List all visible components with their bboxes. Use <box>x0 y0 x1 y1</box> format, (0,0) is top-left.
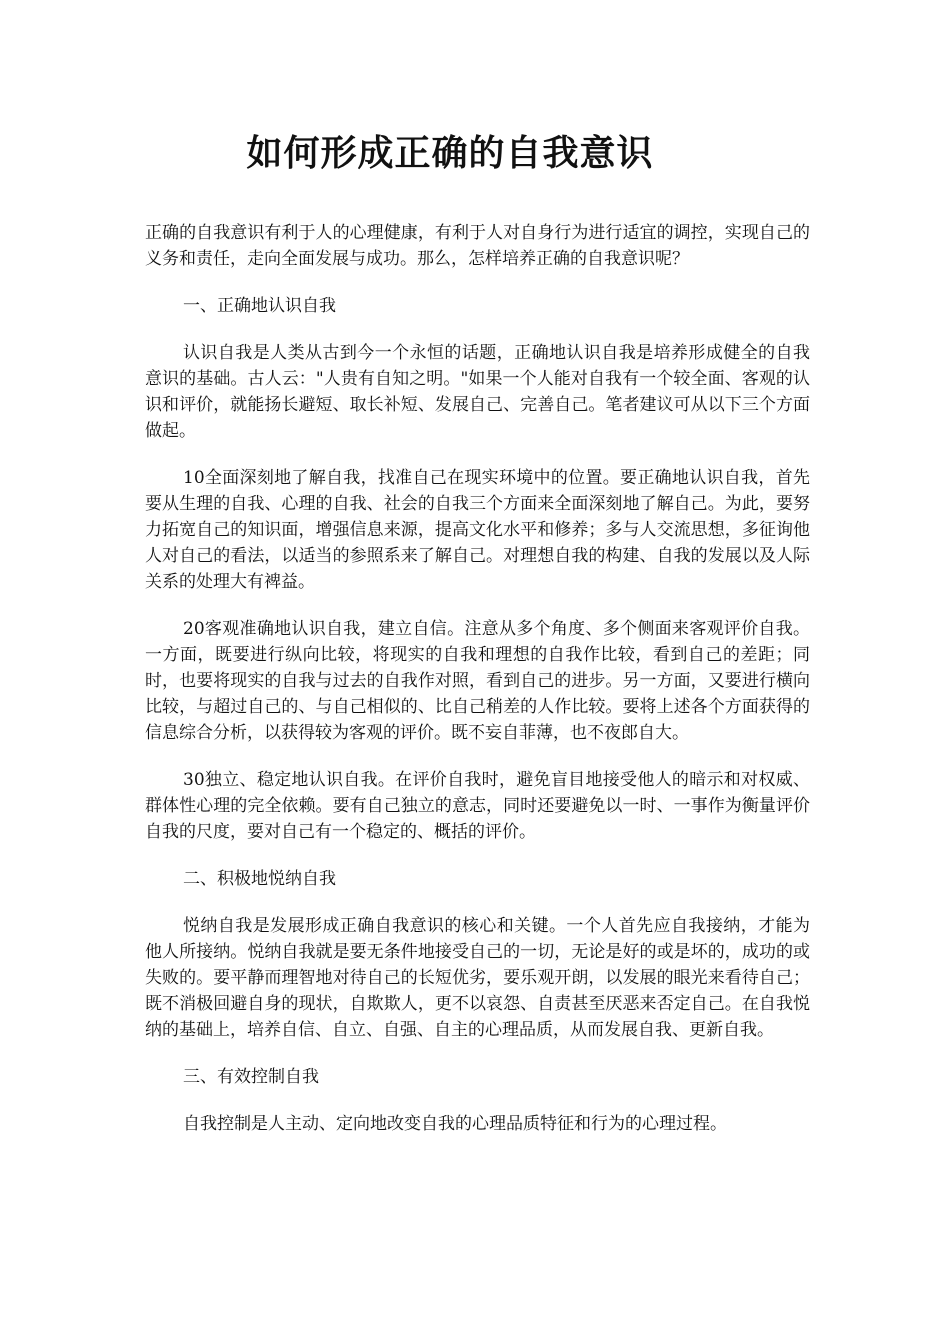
document-title: 如何形成正确的自我意识 <box>246 132 654 174</box>
section2-paragraph-1: 悦纳自我是发展形成正确自我意识的核心和关键。一个人首先应自我接纳，才能为他人所接纳。悦纳自我就是要无条件地接受自己的一切，无论是好的或是坏的，成功的或失败的。要平静而理智地对待自己的长短优劣，要乐观开朗，以发展的眼光来看待自己；既不消极回避自身的现状，自欺欺人，更不以哀怨、自责甚至厌恶来否定自己。在自我悦纳的基础上，培养自信、自立、自强、自主的心理品质，从而发展自我、更新自我。 <box>145 916 810 1040</box>
section-heading-2: 二、积极地悦纳自我 <box>183 869 336 889</box>
section1-paragraph-2: 10全面深刻地了解自我，找准自己在现实环境中的位置。要正确地认识自我，首先要从生理的自我、心理的自我、社会的自我三个方面来全面深刻地了解自己。为此，要努力拓宽自己的知识面，增强信息来源，提高文化水平和修养；多与人交流思想，多征询他人对自己的看法，以适当的参照系来了解自己。对理想自我的构建、自我的发展以及人际关系的处理大有裨益。 <box>145 468 810 592</box>
section1-paragraph-1: 认识自我是人类从古到今一个永恒的话题，正确地认识自我是培养形成健全的自我意识的基础。古人云："人贵有自知之明。"如果一个人能对自我有一个较全面、客观的认识和评价，就能扬长避短、取长补短、发展自己、完善自己。笔者建议可从以下三个方面做起。 <box>145 343 810 441</box>
section1-paragraph-4: 30独立、稳定地认识自我。在评价自我时，避免盲目地接受他人的暗示和对权威、群体性心理的完全依赖。要有自己独立的意志，同时还要避免以一时、一事作为衡量评价自我的尺度，要对自己有一个稳定的、概括的评价。 <box>145 770 810 842</box>
intro-paragraph: 正确的自我意识有利于人的心理健康，有利于人对自身行为进行适宜的调控，实现自己的义务和责任，走向全面发展与成功。那么，怎样培养正确的自我意识呢？ <box>145 223 810 269</box>
document-body <box>145 220 810 1158</box>
section3-paragraph-1: 自我控制是人主动、定向地改变自我的心理品质特征和行为的心理过程。 <box>183 1114 727 1134</box>
section1-paragraph-3: 20客观准确地认识自我，建立自信。注意从多个角度、多个侧面来客观评价自我。一方面，既要进行纵向比较，将现实的自我和理想的自我作比较，看到自己的差距；同时，也要将现实的自我与过去的自我作对照，看到自己的进步。另一方面，又要进行横向比较，与超过自己的、与自己相似的、比自己稍差的人作比较。要将上述各个方面获得的信息综合分析，以获得较为客观的评价。既不妄自菲薄，也不夜郎自大。 <box>145 619 810 743</box>
section-heading-1: 一、正确地认识自我 <box>183 296 336 316</box>
section-heading-3: 三、有效控制自我 <box>183 1067 319 1087</box>
